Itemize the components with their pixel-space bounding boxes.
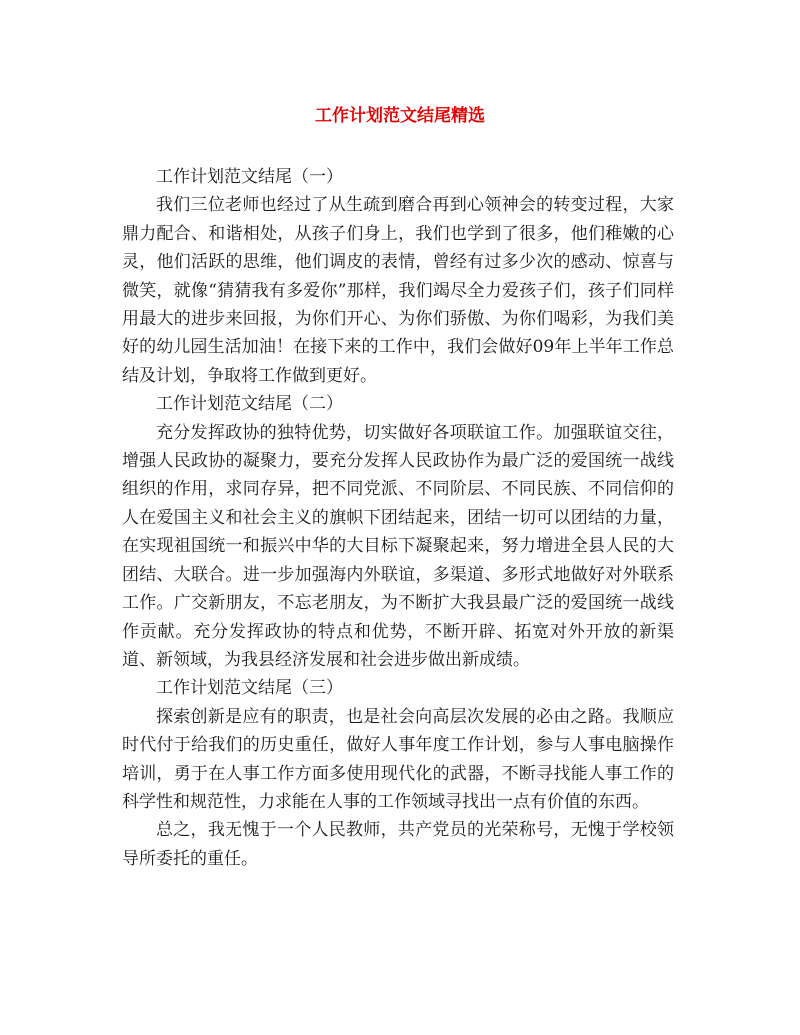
section-paragraph-3: 探索创新是应有的职责，也是社会向高层次发展的必由之路。我顺应时代付于给我们的历史重任，做好人事年度工作计划，参与人事电脑操作培训，勇于在人事工作方面多使用现代化的武器，不断寻找能人事工作的科学性和规范性，力求能在人事的工作领域寻找出一点有价值的东西。	[122, 706, 674, 812]
document-title: 工作计划范文结尾精选	[315, 106, 485, 126]
section-paragraph-2: 充分发挥政协的独特优势，切实做好各项联谊工作。加强联谊交往，增强人民政协的凝聚力，要充分发挥人民政协作为最广泛的爱国统一战线组织的作用，求同存异，把不同党派、不同阶层、不同民族、不同信仰的人在爱国主义和社会主义的旗帜下团结起来，团结一切可以团结的力量，在实现祖国统一和振兴中华的大目标下凝聚起来，努力增进全县人民的大团结、大联合。进一步加强海内外联谊，多渠道、多形式地做好对外联系工作。广交新朋友，不忘老朋友，为不断扩大我县最广泛的爱国统一战线作贡献。充分发挥政协的特点和优势，不断开辟、拓宽对外开放的新渠道、新领域，为我县经济发展和社会进步做出新成绩。	[122, 422, 674, 670]
section-heading-3: 工作计划范文结尾（三）	[156, 678, 343, 699]
section-paragraph-1: 我们三位老师也经过了从生疏到磨合再到心领神会的转变过程，大家鼎力配合、和谐相处，从孩子们身上，我们也学到了很多，他们稚嫩的心灵，他们活跃的思维，他们调皮的表情，曾经有过多少次的感动、惊喜与微笑，就像“猜猜我有多爱你”那样，我们竭尽全力爱孩子们，孩子们同样用最大的进步来回报，为你们开心、为你们骄傲、为你们喝彩，为我们美好的幼儿园生活加油！在接下来的工作中，我们会做好09年上半年工作总结及计划，争取将工作做到更好。	[122, 195, 674, 386]
section-heading-1: 工作计划范文结尾（一）	[156, 167, 343, 187]
document-body	[122, 163, 674, 873]
section-heading-2: 工作计划范文结尾（二）	[156, 394, 343, 415]
closing-paragraph: 总之，我无愧于一个人民教师，共产党员的光荣称号，无愧于学校领导所委托的重任。	[122, 820, 674, 869]
